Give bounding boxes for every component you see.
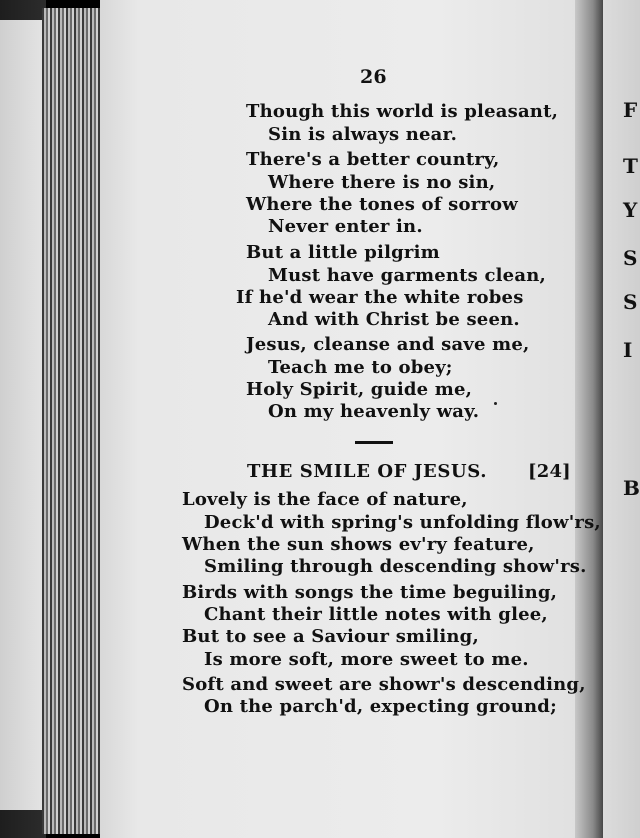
verse-line: And with Christ be seen. — [268, 309, 520, 330]
section-divider — [355, 441, 393, 444]
ink-speck — [494, 402, 497, 405]
verse-line: Is more soft, more sweet to me. — [204, 649, 529, 670]
verse-line: When the sun shows ev'ry feature, — [182, 534, 535, 555]
verse-line: Smiling through descending show'rs. — [204, 556, 587, 577]
verse-line: Where there is no sin, — [268, 172, 496, 193]
verse-line: Must have garments clean, — [268, 265, 546, 286]
hymn-title: THE SMILE OF JESUS. — [247, 461, 488, 482]
scanned-page: F T Y S S I B 26 Though this world is pleasant, Sin is always near. There's a better country, Where there is no sin, Where the tones of sorrow Never enter in. But a little pilgrim Must have garments clean, If he'd wear the white robes And with Christ be seen. Jesus, cleanse and save me, Teach me to obey; Holy Spirit, guide me, On my heavenly way. THE SMILE OF JESUS. [24] Lovely is the face of nature, Deck'd with spring's unfolding flow'rs, When the sun shows ev'ry feature, Smiling through descending show'rs. Birds with songs the time beguiling, Chant their little notes with glee, But to see a Saviour smiling, Is more soft, more sweet to me. Soft and sweet are showr's descending, On the parch'd, expecting ground; — [0, 0, 640, 838]
verse-line: There's a better country, — [246, 149, 500, 170]
verse-line: Though this world is pleasant, — [246, 101, 559, 122]
verse-line: Sin is always near. — [268, 124, 458, 145]
verse-line: But a little pilgrim — [246, 242, 440, 263]
verse-line: On my heavenly way. — [268, 401, 480, 422]
verse-line: Chant their little notes with glee, — [204, 604, 548, 625]
hymn-number: [24] — [528, 461, 571, 482]
verse-line: But to see a Saviour smiling, — [182, 626, 479, 647]
verse-line: Never enter in. — [268, 216, 423, 237]
verse-line: Holy Spirit, guide me, — [246, 379, 473, 400]
verse-line: If he'd wear the white robes — [236, 287, 524, 308]
verse-line: Birds with songs the time beguiling, — [182, 582, 558, 603]
verse-line: Where the tones of sorrow — [246, 194, 518, 215]
verse-line: Deck'd with spring's unfolding flow'rs, — [204, 512, 601, 533]
verse-line: Soft and sweet are showr's descending, — [182, 674, 586, 695]
verse-line: Teach me to obey; — [268, 357, 453, 378]
verse-line: Lovely is the face of nature, — [182, 489, 468, 510]
verse-line: On the parch'd, expecting ground; — [204, 696, 557, 717]
page-number: 26 — [360, 66, 387, 88]
verse-line: Jesus, cleanse and save me, — [246, 334, 530, 355]
